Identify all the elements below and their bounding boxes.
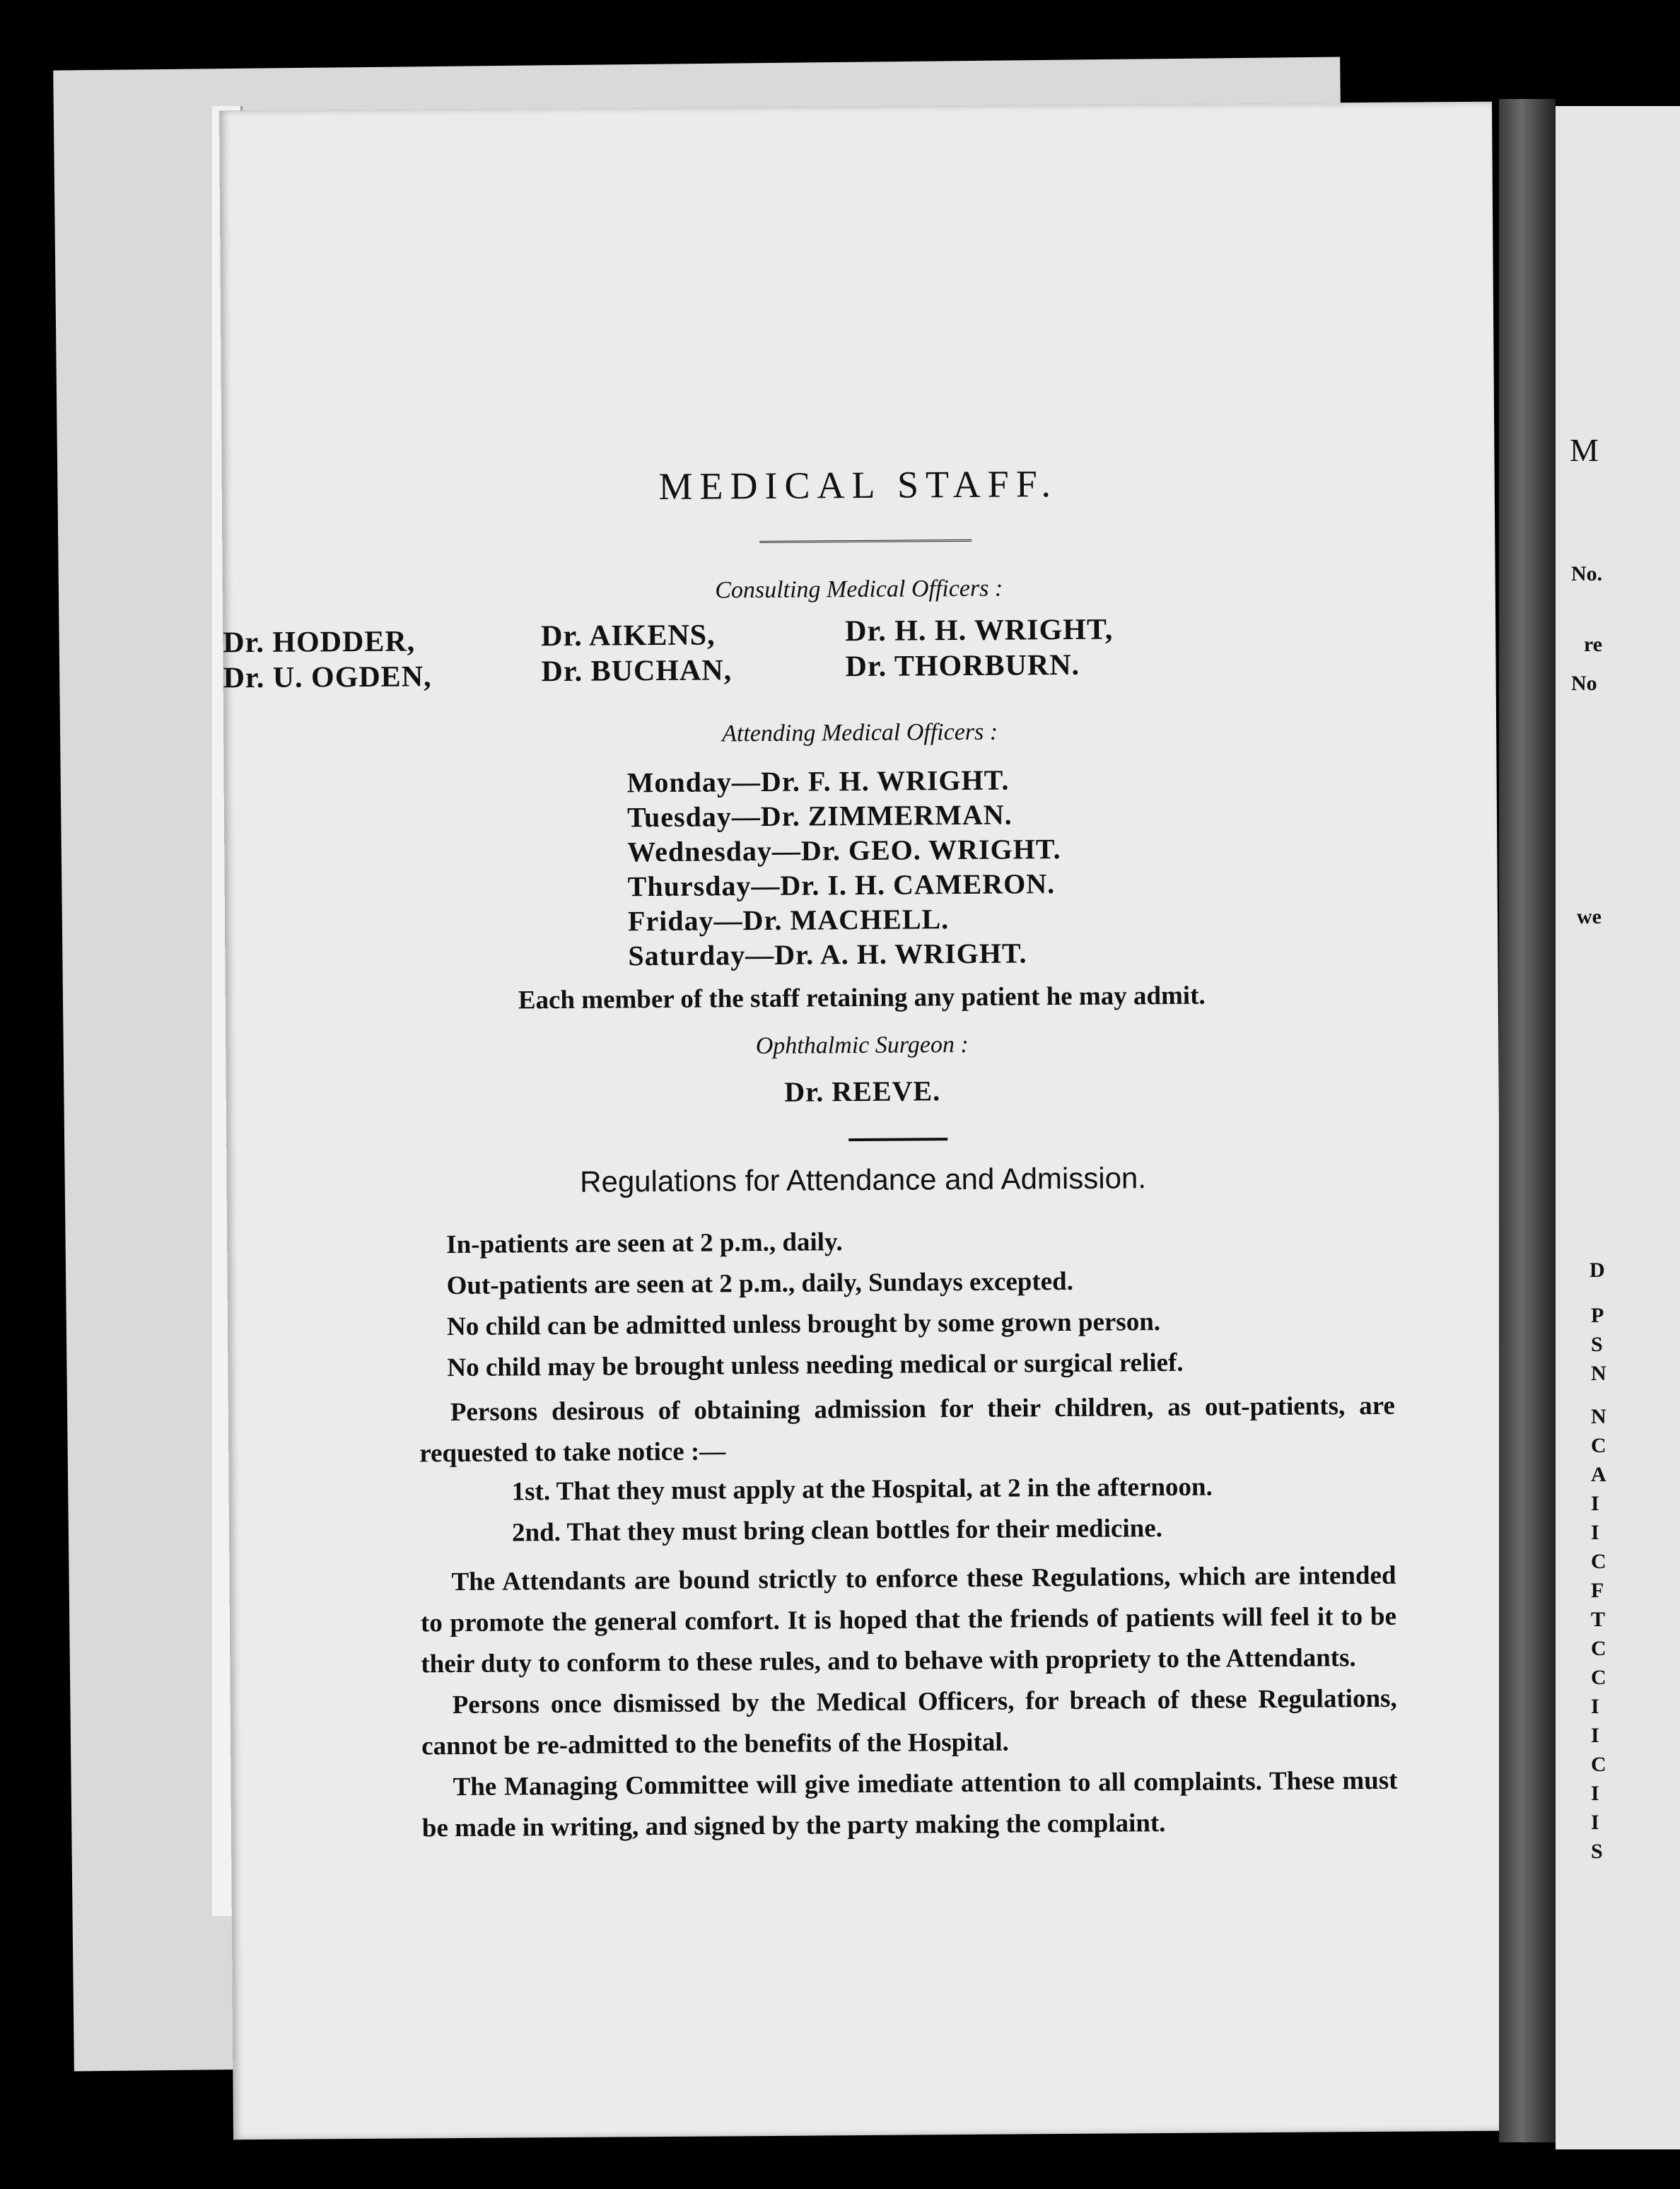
staff-note: Each member of the staff retaining any patient he may admit.	[518, 981, 1206, 1015]
adjacent-char: C	[1591, 1434, 1606, 1457]
adjacent-char: C	[1591, 1550, 1606, 1573]
adjacent-letter: M	[1570, 432, 1599, 468]
adjacent-text: No	[1571, 672, 1597, 695]
ophthalmic-surgeon: Dr. REEVE.	[784, 1075, 941, 1108]
attending-heading: Attending Medical Officers :	[722, 718, 998, 747]
consulting-name: Dr. THORBURN.	[845, 648, 1080, 684]
paragraph-block	[420, 1555, 1398, 1850]
book-spine	[1499, 99, 1556, 2142]
adjacent-char: P	[1591, 1304, 1604, 1327]
attending-day: Wednesday—Dr. GEO. WRIGHT.	[627, 833, 1061, 868]
notice-item: 1st. That they must apply at the Hospital, at 2 in the afternoon.	[511, 1472, 1213, 1507]
adjacent-text: re	[1584, 633, 1603, 656]
consulting-name: Dr. H. H. WRIGHT,	[845, 613, 1114, 648]
adjacent-char: N	[1591, 1405, 1606, 1428]
adjacent-char: I	[1591, 1695, 1599, 1718]
rule-line: In-patients are seen at 2 p.m., daily.	[446, 1227, 843, 1260]
adjacent-page	[1556, 106, 1680, 2149]
adjacent-text: D	[1589, 1259, 1605, 1282]
adjacent-char: C	[1591, 1637, 1606, 1660]
regulations-heading: Regulations for Attendance and Admission.	[579, 1161, 1147, 1198]
attending-day: Thursday—Dr. I. H. CAMERON.	[627, 868, 1056, 903]
adjacent-char	[1591, 1388, 1606, 1402]
notice-text: Persons desirous of obtaining admission for their children, as out-patients, are requested to take notice :—	[419, 1391, 1395, 1469]
paragraph: The Managing Committee will give imediate attention to all complaints. These must be made in writing, and signed by the party making the complaint.	[421, 1765, 1398, 1843]
attending-day: Monday—Dr. F. H. WRIGHT.	[626, 764, 1010, 799]
adjacent-char: S	[1591, 1840, 1603, 1863]
title-ornament	[759, 530, 972, 543]
adjacent-char: I	[1591, 1492, 1599, 1515]
paragraph: The Attendants are bound strictly to enforce these Regulations, which are intended to promote the general comfort. It is hoped that the friends of patients will feel it to be their duty to conform to these rules, and to behave with propriety to the Attendants.	[420, 1560, 1397, 1679]
attending-day: Tuesday—Dr. ZIMMERMAN.	[626, 798, 1013, 834]
adjacent-char: C	[1591, 1666, 1606, 1689]
consulting-name: Dr. HODDER,	[223, 625, 416, 660]
consulting-name: Dr. BUCHAN,	[541, 654, 733, 689]
consulting-column-1	[223, 624, 432, 696]
rule-line: No child can be admitted unless brought by some grown person.	[446, 1307, 1161, 1342]
ophthalmic-heading: Ophthalmic Surgeon :	[755, 1031, 969, 1060]
adjacent-column	[1591, 1301, 1606, 1866]
notice-item: 2nd. That they must bring clean bottles for their medicine.	[511, 1514, 1163, 1548]
adjacent-char: S	[1591, 1333, 1603, 1356]
adjacent-text: we	[1577, 905, 1602, 928]
notice-paragraph	[419, 1386, 1396, 1475]
attending-day: Friday—Dr. MACHELL.	[627, 903, 950, 938]
paragraph: Persons once dismissed by the Medical Officers, for breach of these Regulations, cannot be re-admitted to the benefits of the Hospital.	[421, 1683, 1397, 1761]
adjacent-char: C	[1591, 1753, 1606, 1776]
adjacent-text: No.	[1571, 562, 1603, 585]
adjacent-char: F	[1591, 1579, 1604, 1602]
section-rule	[848, 1138, 947, 1141]
consulting-column-3	[845, 612, 1114, 685]
adjacent-char: I	[1591, 1521, 1599, 1544]
consulting-name: Dr. AIKENS,	[541, 619, 716, 653]
rule-line: Out-patients are seen at 2 p.m., daily, Sundays excepted.	[446, 1266, 1074, 1301]
adjacent-char: I	[1591, 1782, 1599, 1805]
attending-list	[626, 762, 1061, 973]
attending-day: Saturday—Dr. A. H. WRIGHT.	[628, 937, 1027, 972]
adjacent-char: I	[1591, 1811, 1599, 1834]
consulting-heading: Consulting Medical Officers :	[715, 575, 1003, 604]
adjacent-char: I	[1591, 1724, 1599, 1747]
rule-line: No child may be brought unless needing medical or surgical relief.	[447, 1348, 1184, 1383]
adjacent-char: N	[1591, 1362, 1606, 1385]
consulting-name: Dr. U. OGDEN,	[223, 660, 432, 695]
adjacent-char: T	[1591, 1608, 1606, 1631]
consulting-column-2	[541, 617, 732, 689]
document-page	[219, 102, 1506, 2140]
page-title: MEDICAL STAFF.	[658, 462, 1058, 508]
adjacent-char: A	[1591, 1463, 1606, 1486]
